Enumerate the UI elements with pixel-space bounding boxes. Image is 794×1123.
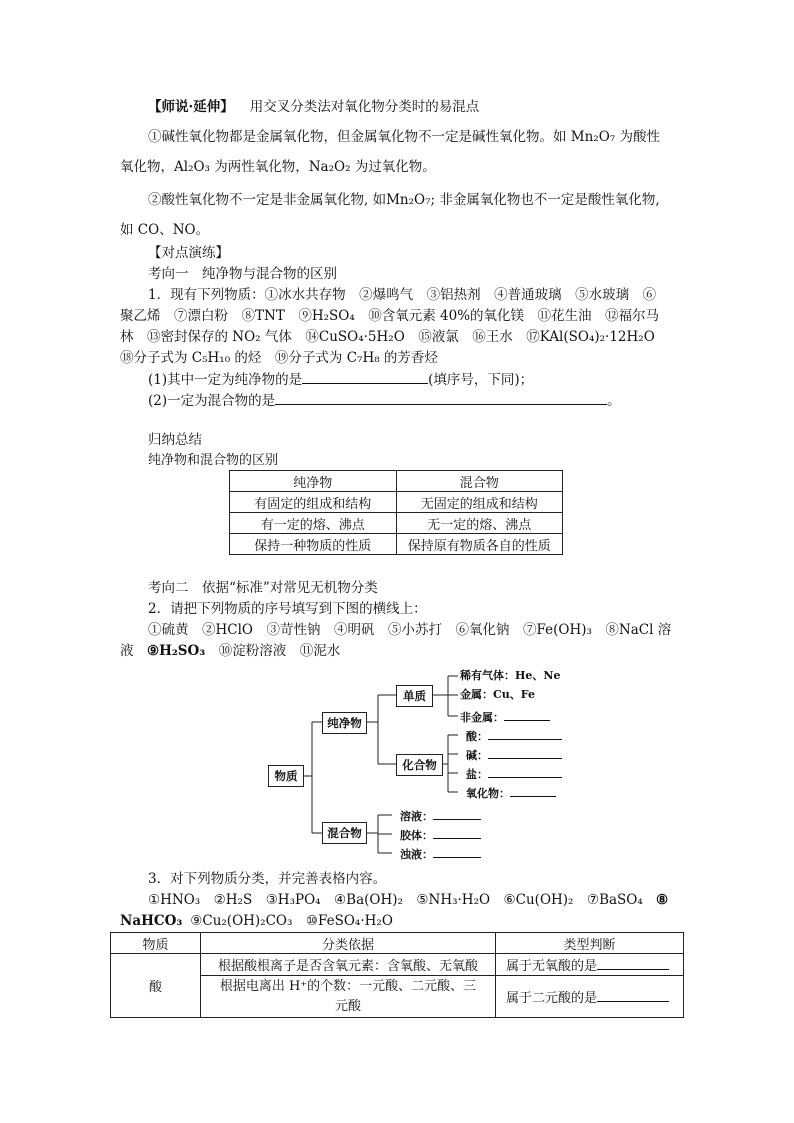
q3-line2-end: ⑧ [656,892,669,908]
q3-basis2 [201,976,496,1018]
q3-row-label: 酸 [111,954,201,1018]
q3-header-substance: 物质 [111,933,201,954]
q3-judge2 [496,976,684,1018]
tree-pure: 纯净物 [322,712,367,734]
tips-p1-line1: ①碱性氧化物都是金属氧化物，但金属氧化物不一定是碱性氧化物。如 Mn₂O₇ 为酸性 [148,129,660,145]
tree-nonmetal-blank[interactable] [504,709,550,721]
tree-base-label: 碱： [466,749,488,762]
tips-p1-line2: 氧化物，Al₂O₃ 为两性氧化物，Na₂O₂ 为过氧化物。 [120,159,436,175]
tree-salt [466,766,562,782]
q2-line3-bold: ⑨H₂SO₃ [147,643,206,659]
q1-sub1-prompt: (1)其中一定为纯净物的是 [148,372,303,388]
table-row [111,954,684,976]
tree-suspension-blank[interactable] [433,846,481,858]
tree-element: 单质 [396,685,433,707]
q3-table [110,932,684,1018]
summary-cell: 有固定的组成和结构 [230,492,397,513]
tree-noble: 稀有气体：He、Ne [460,669,561,682]
summary-title: 归纳总结 [148,432,202,448]
tree-oxide-label: 氧化物： [466,787,510,800]
q3-judge1 [496,954,684,976]
q2-line2: ①硫黄 ②HClO ③苛性钠 ④明矾 ⑤小苏打 ⑥氧化钠 ⑦Fe(OH)₃ ⑧NaCl 溶 [148,622,672,638]
q3-line3 [120,911,393,931]
summary-header-mixture: 混合物 [396,471,563,492]
dir2-title: 考向二 依据“标准”对常见无机物分类 [148,580,378,596]
q1-sub1-note: (填序号，下同)； [428,372,534,388]
q1-line2: 聚乙烯 ⑦漂白粉 ⑧TNT ⑨H₂SO₄ ⑩含氧元素 40%的氧化镁 ⑪花生油 ⑫福尔马 [120,308,660,324]
tree-suspension [400,846,481,862]
q3-judge1-blank[interactable] [597,955,669,970]
tree-suspension-label: 浊液： [400,848,433,861]
q2-line3-start: 液 [120,643,147,659]
tree-solution-label: 溶液： [400,810,433,823]
q1-line4: ⑱分子式为 C₅H₁₀ 的烃 ⑲分子式为 C₇H₈ 的芳香烃 [120,350,438,366]
tree-salt-blank[interactable] [488,766,562,778]
tree-solution [400,808,481,824]
tree-solution-blank[interactable] [433,808,481,820]
tree-salt-label: 盐： [466,768,488,781]
dir1-title: 考向一 纯净物与混合物的区别 [148,266,337,282]
q2-line1: 2．请把下列物质的序号填写到下图的横线上： [148,601,427,617]
summary-header-pure: 纯净物 [230,471,397,492]
q3-line3-bold: NaHCO₃ [120,913,183,929]
tree-mixture: 混合物 [322,822,367,844]
tips-heading-tag: 【师说·延伸】 [148,99,234,115]
tree-colloid [400,827,481,843]
practice-heading: 【对点演练】 [148,245,229,261]
tree-base-blank[interactable] [488,747,562,759]
q2-line3-rest: ⑩淀粉溶液 ⑪泥水 [205,643,341,659]
tree-colloid-label: 胶体： [400,829,433,842]
q1-sub2-prompt: (2)一定为混合物的是 [148,393,276,409]
tree-acid-blank[interactable] [488,728,562,740]
tree-oxide-blank[interactable] [510,785,556,797]
tree-acid-label: 酸： [466,730,488,743]
tree-oxide [466,785,556,801]
tree-nonmetal-label: 非金属： [460,711,504,724]
q1-sub2-end: 。 [607,393,621,409]
q3-judge2-label: 属于二元酸的是 [506,991,598,1006]
q3-line3-rest: ⑨Cu₂(OH)₂CO₃ ⑩FeSO₄·H₂O [190,913,393,929]
q3-judge2-blank[interactable] [597,987,669,1002]
summary-subtitle: 纯净物和混合物的区别 [148,453,279,468]
tree-base [466,747,562,763]
q3-basis1: 根据酸根离子是否含氧元素：含氧酸、无氧酸 [201,954,496,976]
q3-header-basis: 分类依据 [201,933,496,954]
summary-cell: 保持原有物质各自的性质 [396,534,563,555]
tips-heading-text: 用交叉分类法对氧化物分类时的易混点 [249,99,480,115]
tree-acid [466,728,562,744]
tips-p2-line1: ②酸性氧化物不一定是非金属氧化物, 如Mn₂O₇; 非金属氧化物也不一定是酸性氧化物, [148,192,660,208]
summary-cell: 保持一种物质的性质 [230,534,397,555]
summary-cell: 有一定的熔、沸点 [230,513,397,534]
tree-nonmetal [460,709,550,725]
q3-header-judgement: 类型判断 [496,933,684,954]
q1-line1: 1．现有下列物质：①冰水共存物 ②爆鸣气 ③铝热剂 ④普通玻璃 ⑤水玻璃 ⑥ [148,287,657,303]
tree-root: 物质 [268,765,304,787]
q3-line1: 3．对下列物质分类，并完善表格内容。 [148,871,387,887]
tree-colloid-blank[interactable] [433,827,481,839]
tree-metal: 金属：Cu、Fe [460,688,535,701]
tree-compound: 化合物 [396,754,443,776]
q3-basis2-l1: 根据电离出 H⁺的个数：一元酸、二元酸、三 [219,978,477,994]
q3-line2: ①HNO₃ ②H₂S ③H₃PO₄ ④Ba(OH)₂ ⑤NH₃·H₂O ⑥Cu(OH)₂ ⑦BaSO₄ [148,892,643,908]
q3-judge1-label: 属于无氧酸的是 [506,959,598,974]
q3-basis2-l2: 元酸 [334,998,361,1014]
q1-line3: 林 ⑬密封保存的 NO₂ 气体 ⑭CuSO₄·5H₂O ⑮液氯 ⑯王水 ⑰KAl(SO₄)₂·12H₂O [120,329,655,345]
summary-cell: 无固定的组成和结构 [396,492,563,513]
summary-cell: 无一定的熔、沸点 [396,513,563,534]
tips-p2-line2: 如 CO、NO。 [120,222,210,238]
